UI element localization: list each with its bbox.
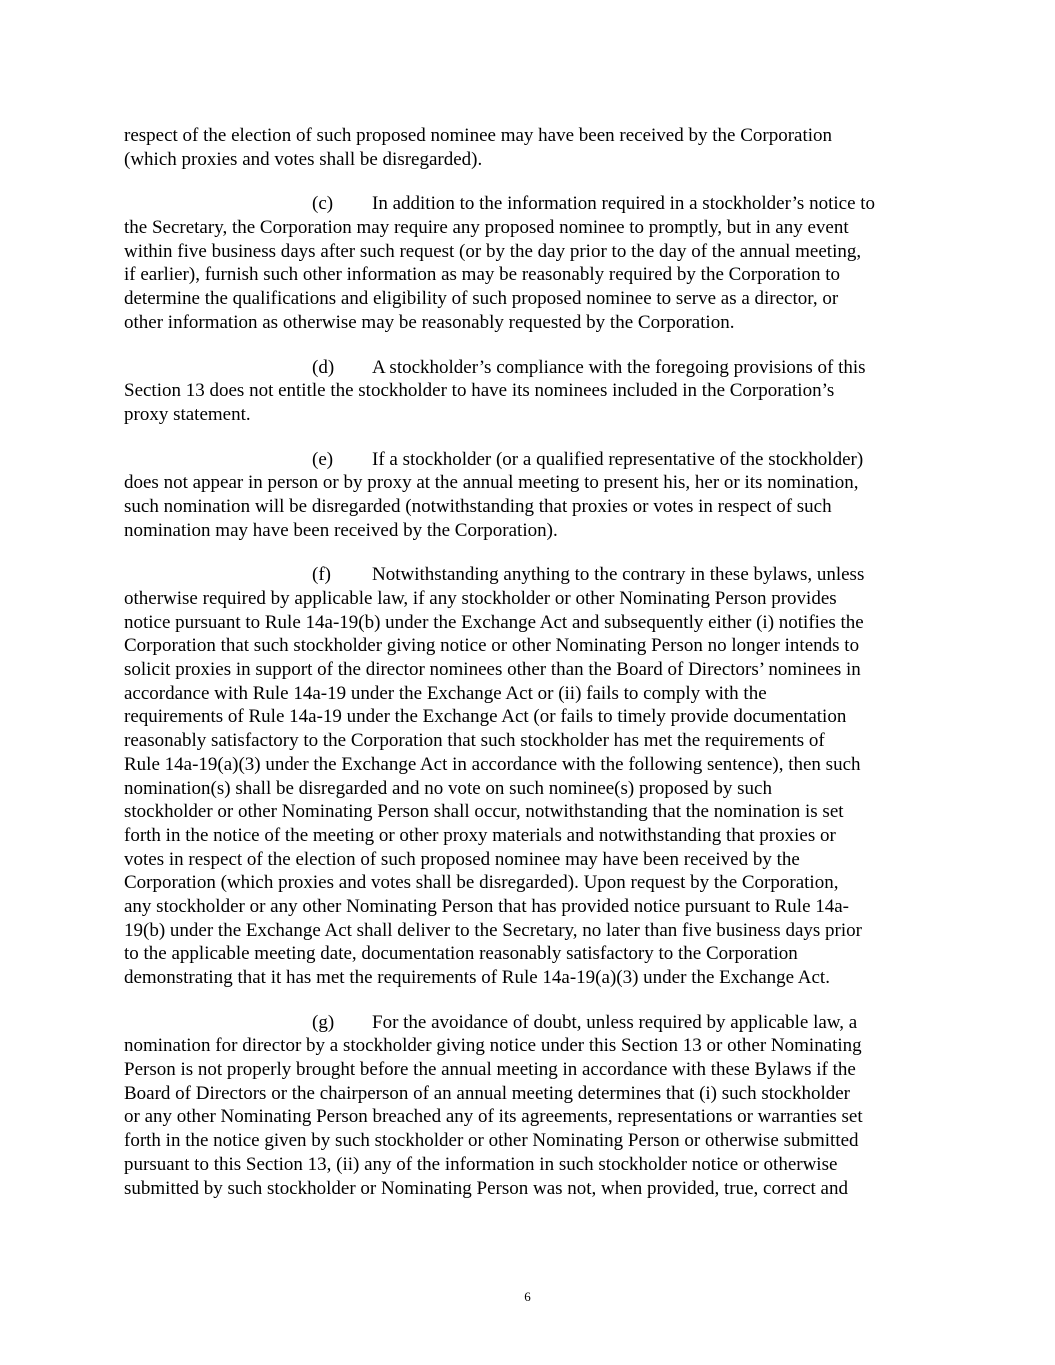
text-line: For the avoidance of doubt, unless required by applicable law, a xyxy=(372,1011,858,1033)
paragraph-g xyxy=(124,1011,932,1201)
paragraph-continuation xyxy=(124,124,932,171)
text-line: Rule 14a-19(a)(3) under the Exchange Act in accordance with the following sentence), then such xyxy=(124,753,861,775)
text-line: Notwithstanding anything to the contrary in these bylaws, unless xyxy=(372,564,865,586)
text-line: if earlier), furnish such other information as may be reasonably required by the Corporation to xyxy=(124,264,840,286)
text-line: Person is not properly brought before the annual meeting in accordance with these Bylaws if the xyxy=(124,1059,856,1081)
document-body xyxy=(124,124,932,1221)
text-line: nomination for director by a stockholder giving notice under this Section 13 or other Nominating xyxy=(124,1035,862,1057)
text-line-first xyxy=(124,192,932,216)
text-line-first xyxy=(124,1011,932,1035)
text-line: to the applicable meeting date, documentation reasonably satisfactory to the Corporation xyxy=(124,943,798,965)
paragraph-d xyxy=(124,356,932,427)
text-line: If a stockholder (or a qualified representative of the stockholder) xyxy=(372,448,864,470)
text-line: Section 13 does not entitle the stockholder to have its nominees included in the Corporation’s xyxy=(124,380,835,402)
text-line: notice pursuant to Rule 14a-19(b) under the Exchange Act and subsequently either (i) notifies the xyxy=(124,611,864,633)
text-line: (which proxies and votes shall be disregarded). xyxy=(124,148,483,170)
text-line: submitted by such stockholder or Nominating Person was not, when provided, true, correct and xyxy=(124,1177,848,1199)
text-line: nomination(s) shall be disregarded and no vote on such nominee(s) proposed by such xyxy=(124,777,772,799)
paragraph-e xyxy=(124,448,932,543)
text-line: A stockholder’s compliance with the foregoing provisions of this xyxy=(372,356,866,378)
text-line: Board of Directors or the chairperson of an annual meeting determines that (i) such stockholder xyxy=(124,1082,850,1104)
text-line: the Secretary, the Corporation may require any proposed nominee to promptly, but in any event xyxy=(124,217,849,239)
paragraph-label: (c) xyxy=(312,193,334,215)
text-line: forth in the notice of the meeting or other proxy materials and notwithstanding that proxies or xyxy=(124,824,836,846)
text-line: such nomination will be disregarded (notwithstanding that proxies or votes in respect of such xyxy=(124,495,832,517)
text-line: accordance with Rule 14a-19 under the Exchange Act or (ii) fails to comply with the xyxy=(124,682,767,704)
text-line-first xyxy=(124,356,932,380)
text-line: determine the qualifications and eligibility of such proposed nominee to serve as a director, or xyxy=(124,288,839,310)
text-line: other information as otherwise may be reasonably requested by the Corporation. xyxy=(124,311,735,333)
text-line: respect of the election of such proposed nominee may have been received by the Corporation xyxy=(124,125,833,146)
text-line-first xyxy=(124,448,932,472)
text-line: within five business days after such request (or by the day prior to the day of the annual meeting, xyxy=(124,240,862,262)
text-line: forth in the notice given by such stockholder or other Nominating Person or otherwise submitted xyxy=(124,1130,859,1152)
text-line: stockholder or other Nominating Person shall occur, notwithstanding that the nomination is set xyxy=(124,801,844,823)
text-line: Corporation that such stockholder giving notice or other Nominating Person no longer intends to xyxy=(124,635,860,657)
text-line: Corporation (which proxies and votes shall be disregarded). Upon request by the Corporation, xyxy=(124,872,839,894)
paragraph-label: (d) xyxy=(312,356,335,378)
page-number: 6 xyxy=(524,1289,531,1304)
text-line: In addition to the information required in a stockholder’s notice to xyxy=(372,193,876,215)
text-line-first xyxy=(124,563,932,587)
text-line: any stockholder or any other Nominating Person that has provided notice pursuant to Rule 14a- xyxy=(124,895,850,917)
paragraph-label: (e) xyxy=(312,448,334,470)
text-line: otherwise required by applicable law, if any stockholder or other Nominating Person provides xyxy=(124,588,837,609)
text-line: or any other Nominating Person breached any of its agreements, representations or warranties set xyxy=(124,1106,863,1128)
text-line: requirements of Rule 14a-19 under the Exchange Act (or fails to timely provide documentation xyxy=(124,706,847,728)
text-line: 19(b) under the Exchange Act shall deliver to the Secretary, no later than five business days prior xyxy=(124,919,862,941)
paragraph-label: (f) xyxy=(312,564,331,586)
paragraph-f xyxy=(124,563,932,989)
text-line: solicit proxies in support of the director nominees other than the Board of Directors’ nominees in xyxy=(124,659,861,681)
text-line: nomination may have been received by the Corporation). xyxy=(124,519,558,541)
text-line: proxy statement. xyxy=(124,403,251,425)
paragraph-label: (g) xyxy=(312,1011,335,1033)
paragraph-c xyxy=(124,192,932,334)
text-line: demonstrating that it has met the requirements of Rule 14a-19(a)(3) under the Exchange Act. xyxy=(124,967,830,988)
text-line: does not appear in person or by proxy at the annual meeting to present his, her or its nomination, xyxy=(124,472,859,494)
text-line: reasonably satisfactory to the Corporation that such stockholder has met the requirements of xyxy=(124,730,825,752)
text-line: pursuant to this Section 13, (ii) any of the information in such stockholder notice or otherwise xyxy=(124,1153,838,1175)
text-line: votes in respect of the election of such proposed nominee may have been received by the xyxy=(124,848,800,870)
